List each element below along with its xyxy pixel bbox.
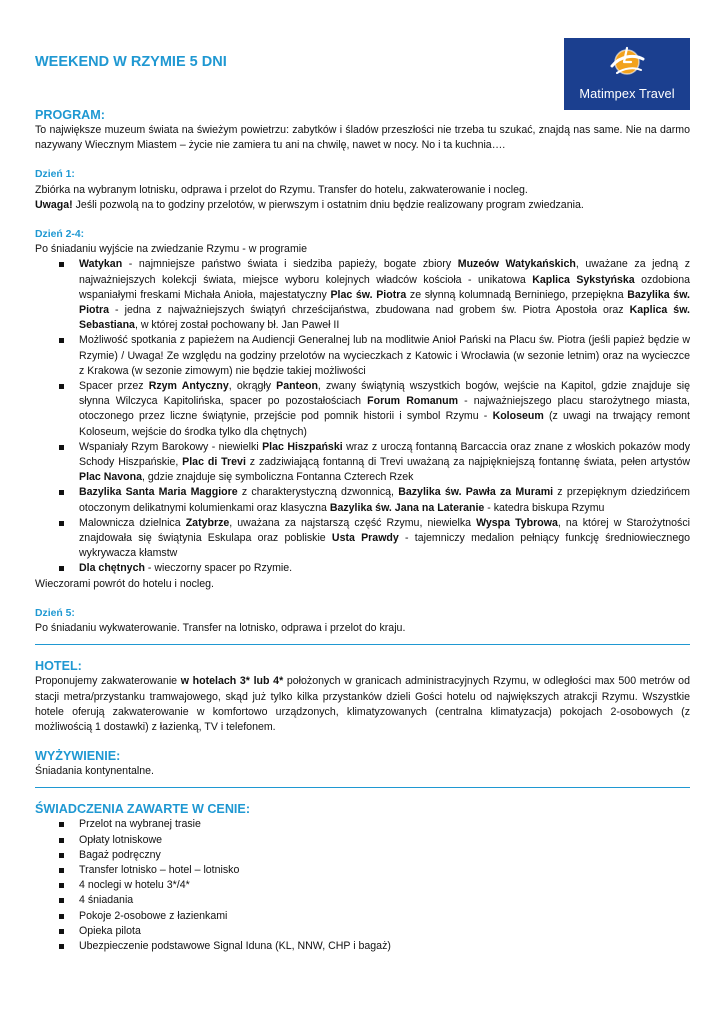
- warning-label: Uwaga!: [35, 198, 73, 211]
- attraction-text: , okrągły: [228, 380, 277, 393]
- attraction-text: Możliwość spotkania z papieżem na Audiencji Generalnej lub na modlitwie Anioł Pański na Placu św. Piotra (jeśli papież będzie w Rzymie) / Uwaga! Ze względu na godziny przelotów na wycieczkach z Katowic i Wrocławia (w sezonie letnim) oraz na wycieczce z Krakowa (w sezonie zimowym) nie będzie takiej możliwości: [79, 334, 690, 377]
- attraction-item: [79, 485, 690, 515]
- day24-intro: Po śniadaniu wyjście na zwiedzanie Rzymu - w programie: [35, 243, 308, 256]
- attraction-highlight: Plac di Trevi: [182, 456, 246, 469]
- attraction-highlight: Watykan: [79, 258, 123, 271]
- attraction-text: , uważane za jedną z najważniejszych kolekcji świata, miejsce wyboru kolejnych władców kościoła - unikatowa: [79, 258, 691, 286]
- included-item: Bagaż podręczny: [79, 848, 690, 863]
- attraction-text: , gdzie znajduje się symboliczna Fontanna Czterech Rzek: [142, 471, 414, 484]
- attraction-highlight: Rzym Antyczny: [148, 380, 229, 393]
- attraction-highlight: Forum Romanum: [367, 395, 459, 408]
- attraction-highlight: Bazylika św. Pawła za Murami: [398, 486, 554, 499]
- attraction-highlight: Bazylika Santa Maria Maggiore: [79, 486, 238, 499]
- included-item: Transfer lotnisko – hotel – lotnisko: [79, 863, 690, 878]
- attraction-text: , na której w Starożytności znajdowała się świątynia Eskulapa oraz pobliskie: [79, 516, 691, 545]
- attraction-highlight: Panteon: [276, 380, 318, 393]
- attraction-item: [79, 257, 690, 333]
- attraction-highlight: Usta Prawdy: [331, 532, 399, 545]
- logo-text: Matimpex Travel: [579, 86, 675, 101]
- day1-heading: Dzień 1:: [35, 169, 75, 181]
- attraction-text: - jedna z najważniejszych świątyń chrześcijaństwa, zbudowana nad grobem św. Piotra Apostoła oraz: [109, 304, 630, 317]
- included-item: Przelot na wybranej trasie: [79, 817, 690, 832]
- included-list: [35, 817, 690, 954]
- food-heading: WYŻYWIENIE:: [35, 749, 121, 764]
- attraction-item: [79, 333, 690, 379]
- attraction-highlight: Bazylika św. Jana na Lateranie: [329, 501, 485, 514]
- attraction-text: - najważniejszego placu starożytnego miasta, otoczonego przez liczne świątynie, przejście pod pomnik historii i symbol Rzymu -: [79, 395, 690, 423]
- attraction-text: , w której został pochowany bł. Jan Paweł II: [134, 319, 340, 332]
- attraction-text: Wspaniały Rzym Barokowy - niewielki: [79, 440, 263, 453]
- attraction-highlight: Kaplica św. Sebastiana: [79, 304, 690, 332]
- day24-heading: Dzień 2-4:: [35, 229, 85, 241]
- attraction-highlight: Muzeów Watykańskich: [457, 258, 576, 271]
- attraction-text: (z uwagi na trwający remont Koloseum, wejście do środka tylko dla chętnych): [79, 410, 690, 438]
- attraction-highlight: Plac św. Piotra: [330, 288, 407, 301]
- day1-warning: [35, 198, 690, 213]
- attraction-highlight: Zatybrze: [185, 516, 230, 529]
- attraction-item: [79, 561, 690, 576]
- included-item: Pokoje 2-osobowe z łazienkami: [79, 909, 690, 924]
- attraction-text: z przepięknym dziedzińcem otoczonym delikatnymi kolumienkami oraz klasyczna: [79, 486, 690, 514]
- company-logo: [564, 38, 690, 110]
- included-item: Opłaty lotniskowe: [79, 833, 690, 848]
- attraction-text: z zadziwiającą fontanną di Trevi uważaną za najpiękniejszą fontannę świata, pełen artystów: [245, 456, 691, 469]
- included-heading: ŚWIADCZENIA ZAWARTE W CENIE:: [35, 802, 251, 817]
- attraction-text: - katedra biskupa Rzymu: [484, 501, 605, 514]
- day5-text: Po śniadaniu wykwaterowanie. Transfer na lotnisko, odprawa i przelot do kraju.: [35, 622, 406, 635]
- food-text: Śniadania kontynentalne.: [35, 765, 154, 778]
- document-content: [35, 108, 690, 954]
- attraction-item: [79, 379, 690, 440]
- attraction-text: - najmniejsze państwo świata i siedziba papieży, bogate zbiory: [122, 258, 458, 271]
- attraction-text: wraz z uroczą fontanną Barcaccia oraz znane z włoskich pokazów mody Schody Hiszpańskie,: [79, 440, 690, 469]
- included-item: Opieka pilota: [79, 924, 690, 939]
- attraction-text: ze słynną kolumnadą Berniniego, przepiękna: [406, 288, 628, 301]
- attraction-highlight: Kaplica Sykstyńska: [532, 273, 635, 286]
- attractions-list: [35, 257, 690, 576]
- attraction-item: [79, 516, 690, 562]
- attraction-text: Malownicza dzielnica: [79, 516, 186, 529]
- hotel-category: w hotelach 3* lub 4*: [180, 675, 284, 688]
- day5-heading: Dzień 5:: [35, 607, 75, 619]
- attraction-highlight: Dla chętnych: [79, 562, 145, 575]
- attraction-text: , uważana za najstarszą część Rzymu, niewielka: [229, 516, 477, 529]
- day1-text: Zbiórka na wybranym lotnisku, odprawa i przelot do Rzymu. Transfer do hotelu, zakwaterowanie i nocleg.: [35, 183, 528, 196]
- attraction-highlight: Plac Hiszpański: [262, 440, 343, 453]
- attraction-text: , zwany świątynią wszystkich bogów, wejście na Kapitol, gdzie znajduje się słynna Wilczyca Kapitolińska, spacer po pozostałościach: [79, 380, 691, 408]
- page-title: WEEKEND W RZYMIE 5 DNI: [35, 54, 227, 70]
- logo-emblem-icon: [608, 42, 646, 82]
- hotel-text-part: położonych w granicach administracyjnych Rzymu, w odległości max 500 metrów od stacji metra/przystanku tramwajowego, skąd już tylko kilka przystanków dzieli Gości hotelu od największych atrakcji Rzymu. Wszystkie hotele oferują zakwaterowanie w komfortowo urządzonych, klimatyzowanych (centralna klimatyzacja) pokojach 2-osobowych (z możliwością 1 dostawki) z łazienką, TV i telefonem.: [35, 675, 690, 733]
- attraction-text: Spacer przez: [79, 380, 149, 393]
- hotel-text-part: Proponujemy zakwaterowanie: [35, 675, 181, 688]
- hotel-text: [35, 674, 690, 735]
- attraction-text: ozdobiona wspaniałymi freskami Michała Anioła, majestatyczny: [79, 273, 690, 301]
- attraction-highlight: Wyspa Tybrowa: [476, 516, 558, 529]
- day24-outro: Wieczorami powrót do hotelu i nocleg.: [35, 577, 215, 590]
- included-item: Ubezpieczenie podstawowe Signal Iduna (KL, NNW, CHP i bagaż): [79, 939, 690, 954]
- hotel-heading: HOTEL:: [35, 659, 82, 674]
- program-intro: To największe muzeum świata na świeżym powietrzu: zabytków i śladów przeszłości nie trzeba tu szukać, znajdą nas same. Nie na darmo nazywany Wiecznym Miastem – życie nie zamiera tu ani na chwilę, nawet w nocy. No i ta kuchnia….: [35, 124, 690, 152]
- program-heading: PROGRAM:: [35, 108, 105, 122]
- attraction-highlight: Plac Navona: [79, 471, 143, 484]
- attraction-highlight: Koloseum: [492, 410, 544, 423]
- attraction-item: [79, 440, 690, 486]
- attraction-text: - tajemniczy medalion pełniący funkcję średniowiecznego wykrywacza kłamstw: [79, 532, 690, 560]
- attraction-text: z charakterystyczną dzwonnicą,: [237, 486, 399, 499]
- included-item: 4 noclegi w hotelu 3*/4*: [79, 878, 690, 893]
- included-item: 4 śniadania: [79, 893, 690, 908]
- warning-text: Jeśli pozwolą na to godziny przelotów, w pierwszym i ostatnim dniu będzie realizowany program zwiedzania.: [72, 198, 584, 211]
- attraction-text: - wieczorny spacer po Rzymie.: [144, 562, 293, 575]
- attraction-highlight: Bazylika św. Piotra: [79, 288, 690, 317]
